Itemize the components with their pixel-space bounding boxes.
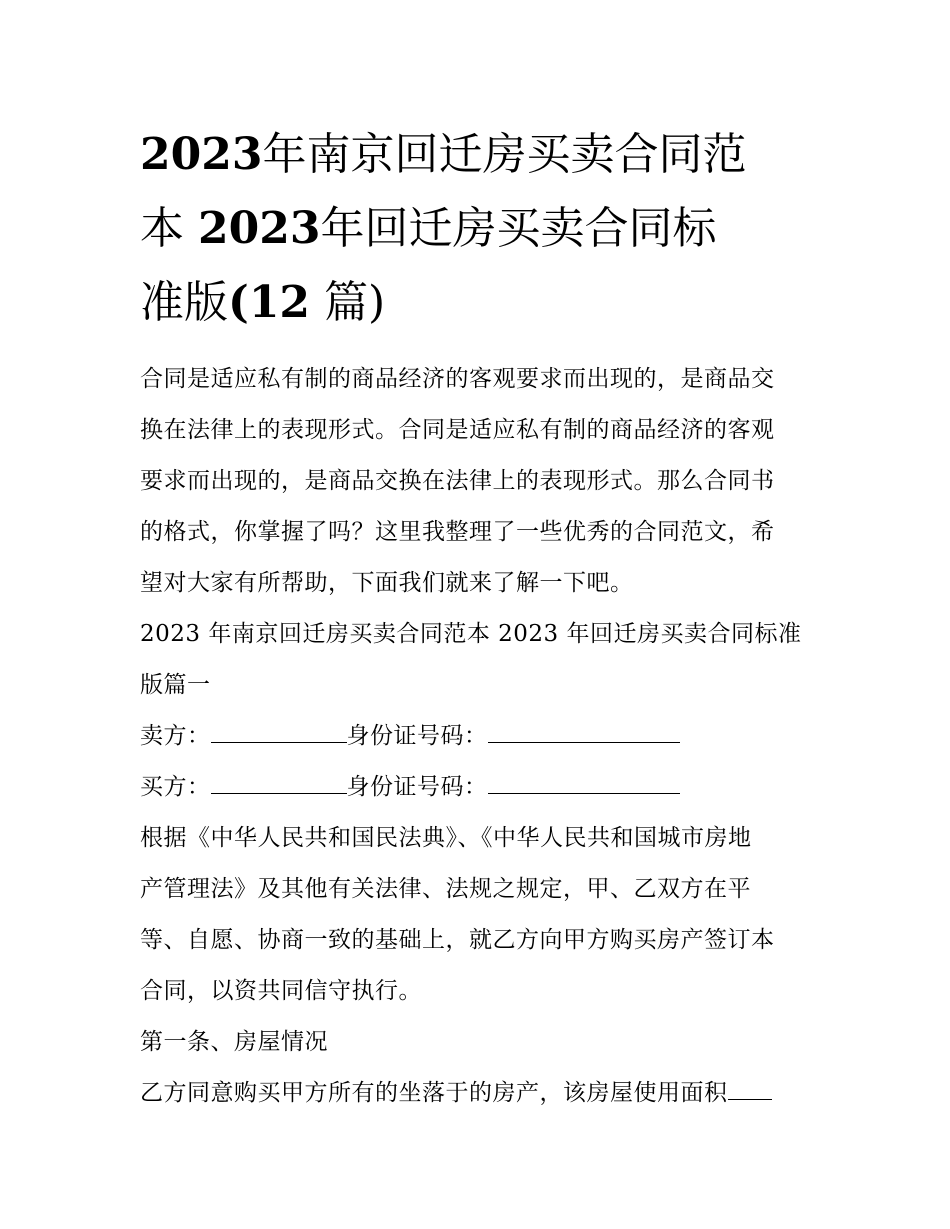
section-heading-line: 2023 年南京回迁房买卖合同范本 2023 年回迁房买卖合同标准 (140, 621, 802, 647)
intro-line: 换在法律上的表现形式。合同是适应私有制的商品经济的客观 (140, 417, 775, 443)
buyer-name-blank (211, 792, 347, 794)
intro-line: 要求而出现的，是商品交换在法律上的表现形式。那么合同书 (140, 468, 775, 494)
article-1-heading: 第一条、房屋情况 (140, 1029, 328, 1055)
basis-line: 等、自愿、协商一致的基础上，就乙方向甲方购买房产签订本 (140, 927, 775, 953)
title-year: 2023 (140, 129, 263, 180)
buyer-line (140, 762, 812, 813)
basis-paragraph (140, 813, 812, 1017)
seller-id-label: 身份证号码： (346, 723, 488, 749)
section-heading (140, 609, 812, 711)
title-year-2: 2023 (198, 203, 321, 254)
seller-id-blank (488, 741, 680, 743)
buyer-label: 买方： (140, 774, 211, 800)
title-line-2: 本 2023年回迁房买卖合同标 (140, 203, 717, 254)
intro-line: 望对大家有所帮助，下面我们就来了解一下吧。 (140, 570, 634, 596)
basis-line: 根据《中华人民共和国民法典》、《中华人民共和国城市房地 (140, 825, 752, 851)
intro-line: 合同是适应私有制的商品经济的客观要求而出现的，是商品交 (140, 366, 775, 392)
seller-name-blank (211, 741, 347, 743)
intro-line: 的格式，你掌握了吗？这里我整理了一些优秀的合同范文，希 (140, 519, 775, 545)
area-blank (728, 1098, 772, 1100)
seller-label: 卖方： (140, 723, 211, 749)
title-count: (12 (228, 277, 311, 328)
buyer-id-label: 身份证号码： (346, 774, 488, 800)
title-line-1: 2023年南京回迁房买卖合同范 (140, 129, 747, 180)
title-line-3: 准版(12 篇) (140, 277, 386, 328)
intro-paragraph (140, 354, 812, 609)
article-1-text: 乙方同意购买甲方所有的坐落于的房产，该房屋使用面积 (140, 1068, 812, 1119)
buyer-id-blank (488, 792, 680, 794)
document-page (140, 118, 812, 1119)
basis-line: 合同，以资共同信守执行。 (140, 978, 422, 1004)
document-title (140, 118, 812, 340)
seller-line (140, 711, 812, 762)
basis-line: 产管理法》及其他有关法律、法规之规定，甲、乙双方在平 (140, 876, 751, 902)
section-heading-line: 版篇一 (140, 672, 211, 698)
